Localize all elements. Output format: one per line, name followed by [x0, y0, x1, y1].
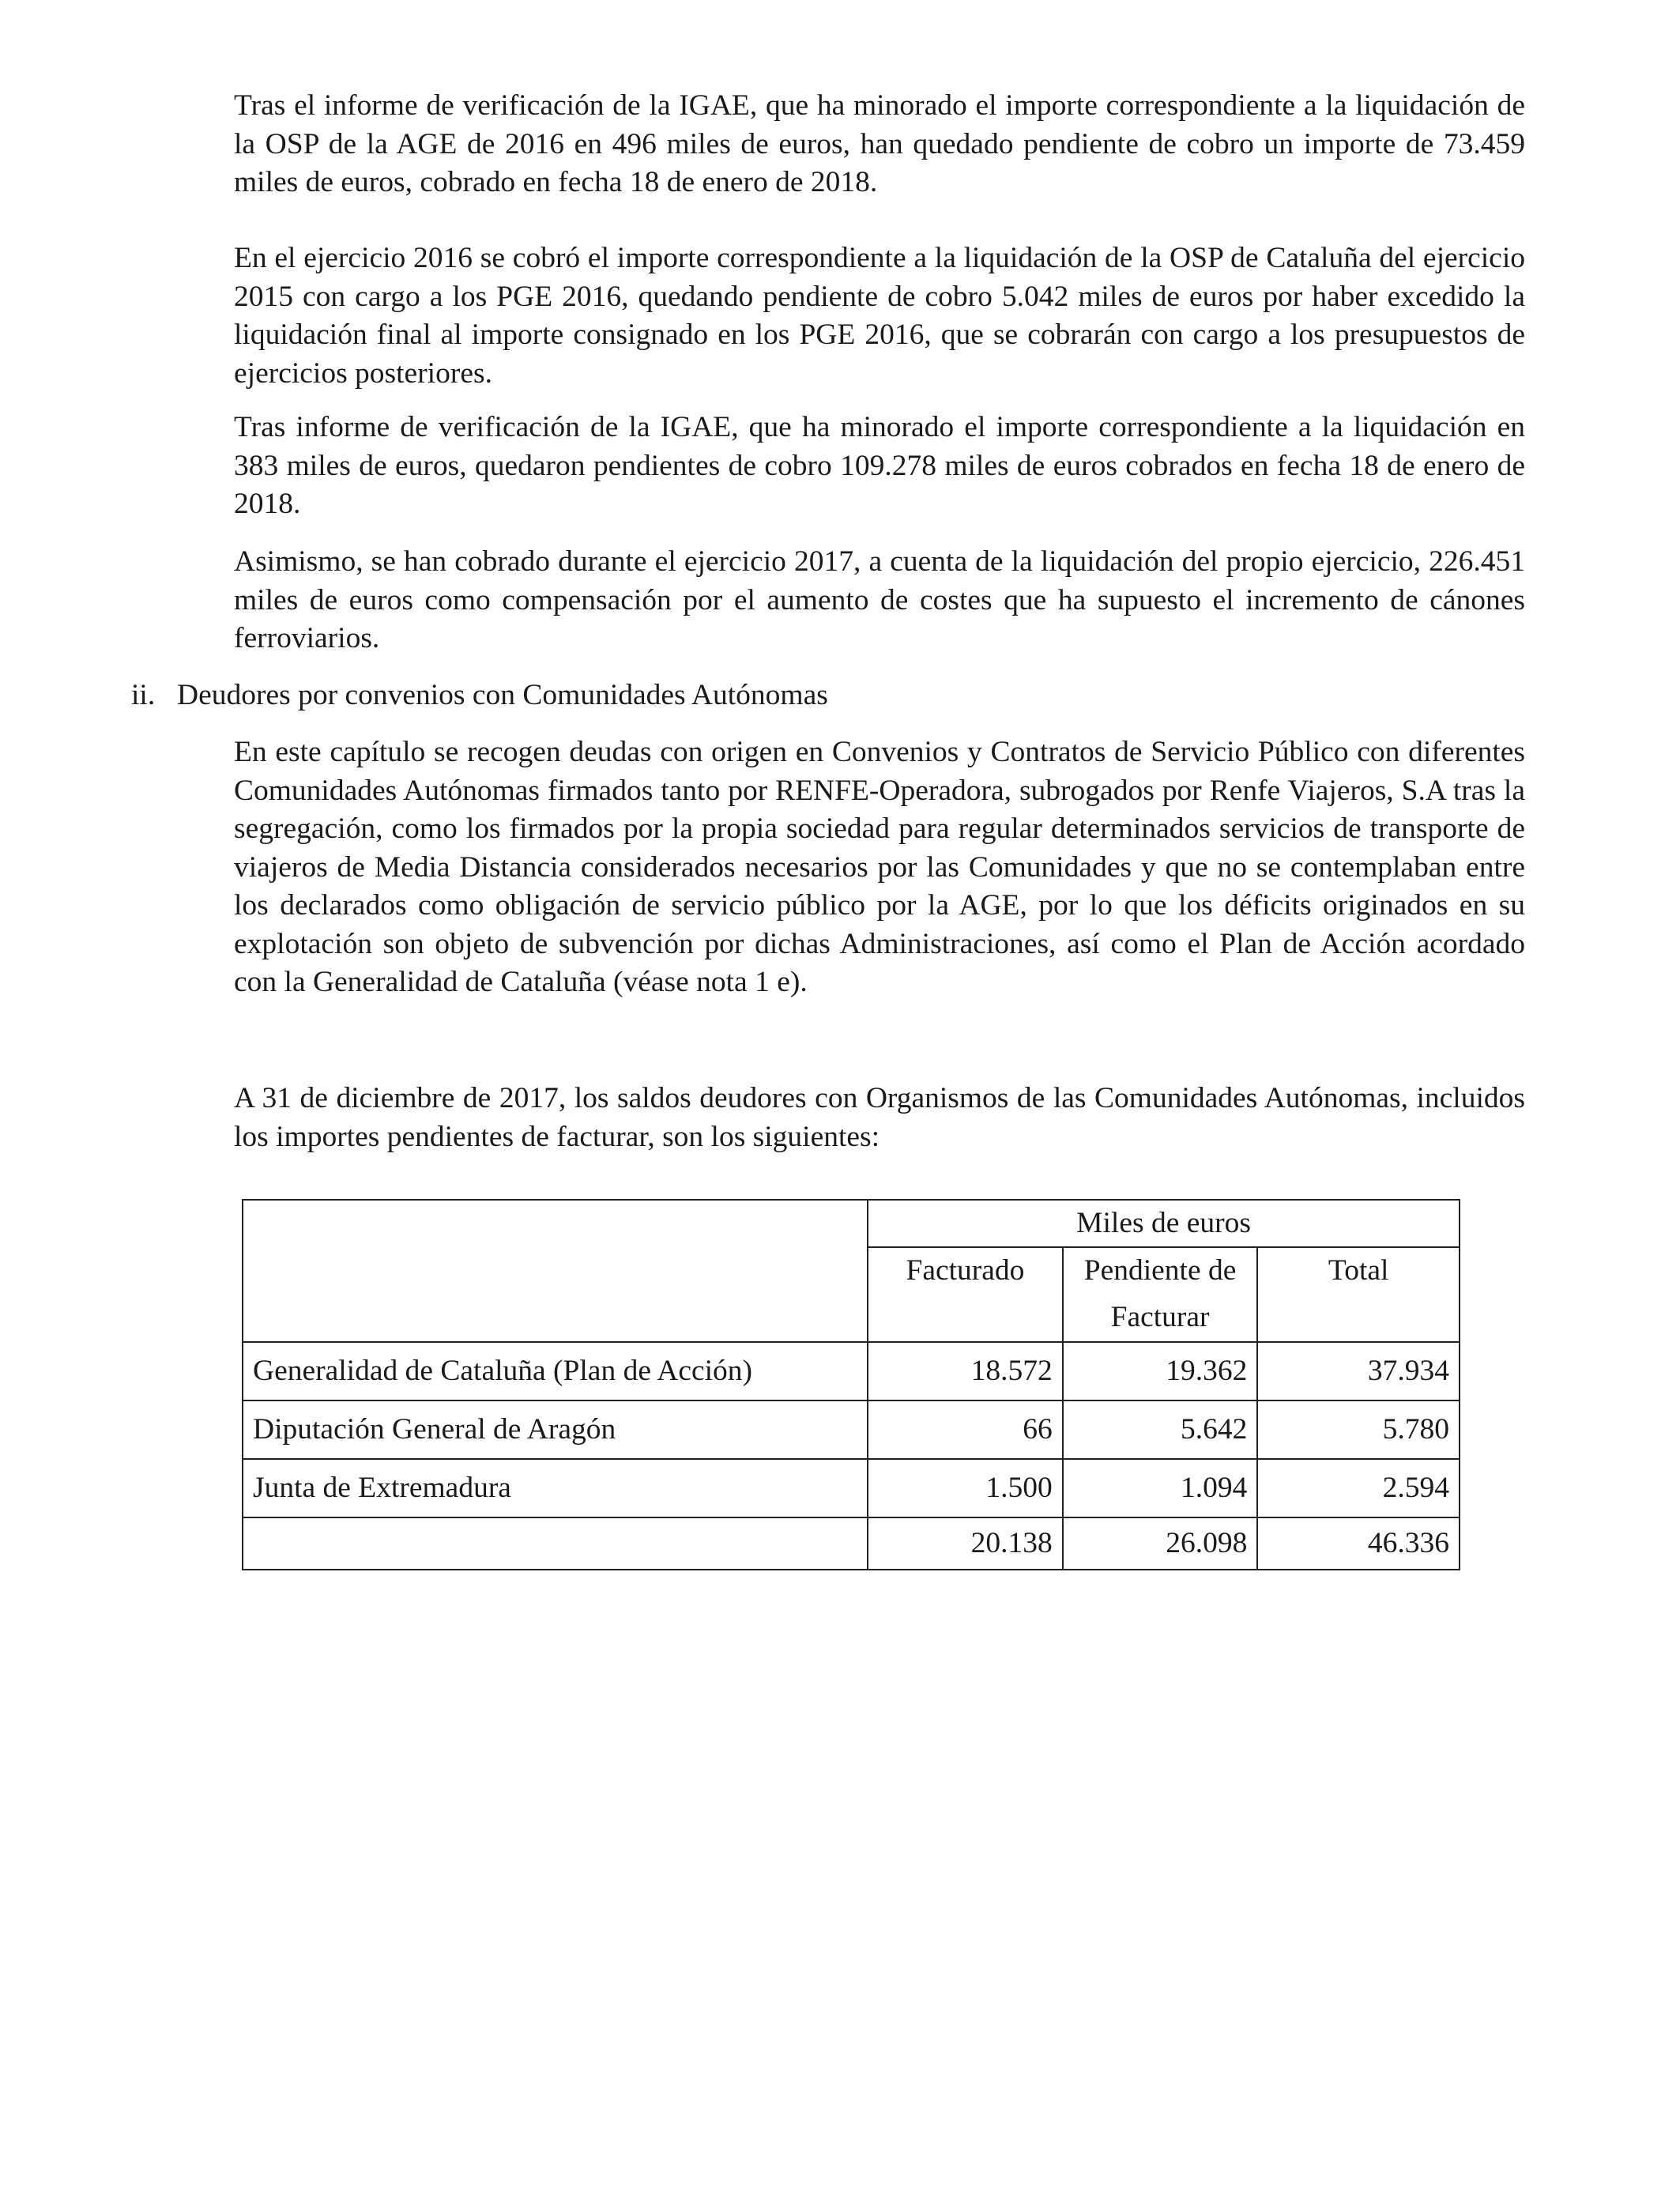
table-header-blank	[243, 1200, 868, 1342]
totals-label	[243, 1517, 868, 1570]
debtors-table	[242, 1199, 1460, 1570]
table-row	[243, 1342, 1460, 1400]
total-value: 37.934	[1257, 1342, 1460, 1400]
facturado-value: 1.500	[868, 1459, 1063, 1517]
pendiente-value: 19.362	[1063, 1342, 1258, 1400]
totals-row	[243, 1517, 1460, 1570]
grand-total: 46.336	[1257, 1517, 1460, 1570]
row-label: Generalidad de Cataluña (Plan de Acción)	[243, 1342, 868, 1400]
paragraph-canones-ferroviarios: Asimismo, se han cobrado durante el ejercicio 2017, a cuenta de la liquidación del propio ejercicio, 226.451 miles de euros como compensación por el aumento de costes que ha supuesto el incremento de cánones ferroviarios.	[234, 545, 1525, 654]
column-header-pendiente: Pendiente de	[1063, 1247, 1258, 1294]
column-header-total-cont	[1257, 1294, 1460, 1342]
total-value: 5.780	[1257, 1400, 1460, 1459]
total-facturado: 20.138	[868, 1517, 1063, 1570]
total-value: 2.594	[1257, 1459, 1460, 1517]
column-header-facturado: Facturado	[868, 1247, 1063, 1294]
facturado-value: 66	[868, 1400, 1063, 1459]
paragraph-convenios: En este capítulo se recogen deudas con origen en Convenios y Contratos de Servicio Público con diferentes Comunidades Autónomas firmados tanto por RENFE-Operadora, subrogados por Renfe Viajeros, S.A tras la segregación, como los firmados por la propia sociedad para regular determinados servicios de transporte de viajeros de Media Distancia considerados necesarios por las Comunidades y que no se contemplaban entre los declarados como obligación de servicio público por la AGE, por lo que los déficits originados en su explotación son objeto de subvención por dichas Administraciones, así como el Plan de Acción acordado con la Generalidad de Cataluña (véase nota 1 e).	[234, 736, 1525, 998]
pendiente-value: 1.094	[1063, 1459, 1258, 1517]
paragraph-saldos-deudores: A 31 de diciembre de 2017, los saldos deudores con Organismos de las Comunidades Autónomas, incluidos los importes pendientes de facturar, son los siguientes:	[234, 1082, 1525, 1153]
paragraph-osp-cataluna-2015: En el ejercicio 2016 se cobró el importe correspondiente a la liquidación de la OSP de Cataluña del ejercicio 2015 con cargo a los PGE 2016, quedando pendiente de cobro 5.042 miles de euros por haber excedido la liquidación final al importe consignado en los PGE 2016, que se cobrarán con cargo a los presupuestos de ejercicios posteriores.	[234, 242, 1525, 390]
row-label: Junta de Extremadura	[243, 1459, 868, 1517]
column-header-pendiente-cont: Facturar	[1063, 1294, 1258, 1342]
paragraph-igae-age: Tras el informe de verificación de la IGAE, que ha minorado el importe correspondiente a la liquidación de la OSP de la AGE de 2016 en 496 miles de euros, han quedado pendiente de cobro un importe de 73.459 miles de euros, cobrado en fecha 18 de enero de 2018.	[234, 89, 1525, 198]
table-header-row	[243, 1200, 1460, 1247]
unit-header: Miles de euros	[868, 1200, 1460, 1247]
facturado-value: 18.572	[868, 1342, 1063, 1400]
column-header-total: Total	[1257, 1247, 1460, 1294]
section-heading	[131, 677, 828, 715]
section-title: Deudores por convenios con Comunidades Autónomas	[177, 679, 828, 711]
column-header-facturado-cont	[868, 1294, 1063, 1342]
section-number: ii.	[131, 679, 156, 711]
paragraph-igae-cataluna: Tras informe de verificación de la IGAE, que ha minorado el importe correspondiente a la liquidación en 383 miles de euros, quedaron pendientes de cobro 109.278 miles de euros cobrados en fecha 18 de enero de 2018.	[234, 411, 1525, 520]
row-label: Diputación General de Aragón	[243, 1400, 868, 1459]
table-row	[243, 1459, 1460, 1517]
total-pendiente: 26.098	[1063, 1517, 1258, 1570]
pendiente-value: 5.642	[1063, 1400, 1258, 1459]
table-row	[243, 1400, 1460, 1459]
